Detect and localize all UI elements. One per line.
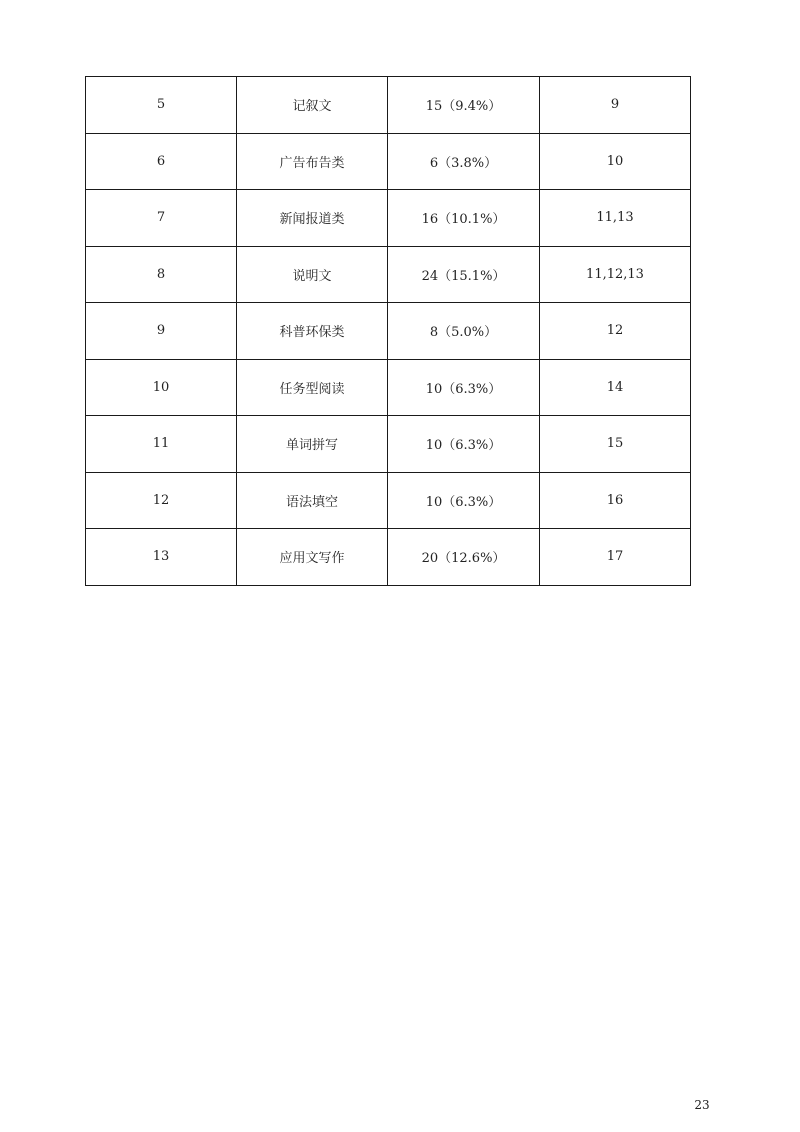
row-index-cell: 6: [86, 133, 237, 190]
category-cell: 单词拼写: [237, 416, 388, 473]
table-row: [86, 416, 691, 473]
question-number-cell: 16: [540, 472, 691, 529]
table-row: [86, 133, 691, 190]
question-number-cell: 12: [540, 303, 691, 360]
category-cell: 新闻报道类: [237, 190, 388, 247]
category-cell: 应用文写作: [237, 529, 388, 586]
table-row: [86, 246, 691, 303]
category-cell: 任务型阅读: [237, 359, 388, 416]
count-percent-cell: 8（5.0%）: [388, 303, 540, 360]
table-row: [86, 359, 691, 416]
count-percent-cell: 6（3.8%）: [388, 133, 540, 190]
count-percent-cell: 16（10.1%）: [388, 190, 540, 247]
question-number-cell: 10: [540, 133, 691, 190]
row-index-cell: 11: [86, 416, 237, 473]
page-number: 23: [694, 1098, 710, 1112]
row-index-cell: 8: [86, 246, 237, 303]
count-percent-cell: 20（12.6%）: [388, 529, 540, 586]
row-index-cell: 9: [86, 303, 237, 360]
question-number-cell: 9: [540, 77, 691, 134]
row-index-cell: 7: [86, 190, 237, 247]
count-percent-cell: 10（6.3%）: [388, 416, 540, 473]
table-row: [86, 303, 691, 360]
table-body: [86, 77, 691, 586]
question-number-cell: 14: [540, 359, 691, 416]
count-percent-cell: 15（9.4%）: [388, 77, 540, 134]
row-index-cell: 10: [86, 359, 237, 416]
row-index-cell: 5: [86, 77, 237, 134]
count-percent-cell: 10（6.3%）: [388, 472, 540, 529]
row-index-cell: 13: [86, 529, 237, 586]
data-table: [85, 76, 691, 586]
row-index-cell: 12: [86, 472, 237, 529]
table-row: [86, 190, 691, 247]
question-number-cell: 11,12,13: [540, 246, 691, 303]
category-cell: 说明文: [237, 246, 388, 303]
count-percent-cell: 24（15.1%）: [388, 246, 540, 303]
question-number-cell: 15: [540, 416, 691, 473]
category-cell: 广告布告类: [237, 133, 388, 190]
question-number-cell: 17: [540, 529, 691, 586]
question-number-cell: 11,13: [540, 190, 691, 247]
category-cell: 记叙文: [237, 77, 388, 134]
table-row: [86, 529, 691, 586]
category-cell: 语法填空: [237, 472, 388, 529]
category-cell: 科普环保类: [237, 303, 388, 360]
count-percent-cell: 10（6.3%）: [388, 359, 540, 416]
table-row: [86, 472, 691, 529]
table-row: [86, 77, 691, 134]
